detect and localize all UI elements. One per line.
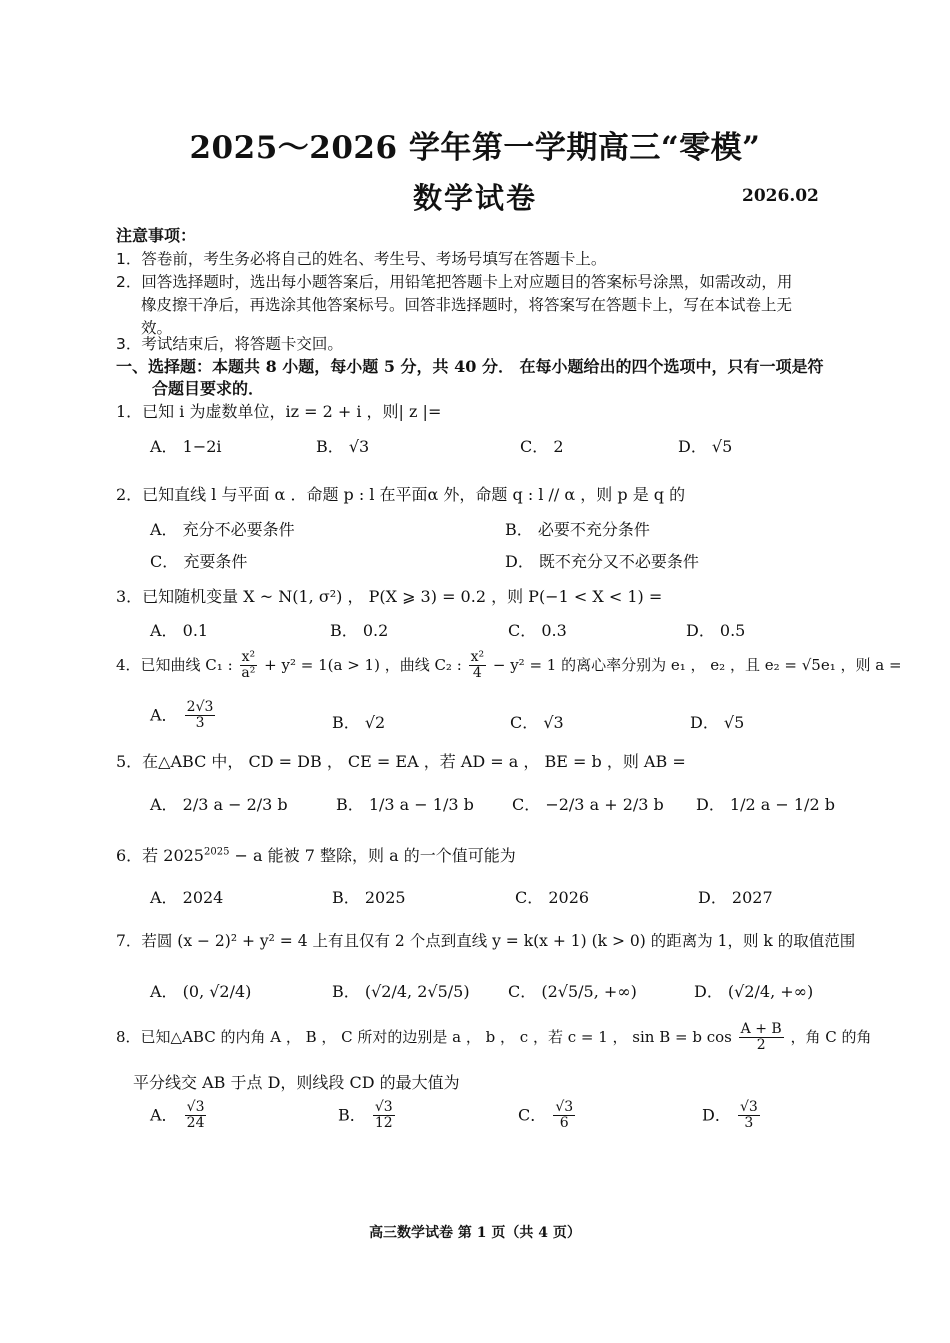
section-heading-cont: 合题目要求的． [152, 379, 265, 398]
notice-item-2: 2．回答选择题时，选出每小题答案后，用铅笔把答题卡上对应题目的答案标号涂黑，如需改动，用 [116, 273, 793, 291]
question-4-stem [116, 650, 902, 682]
q3-option-c: C． 0.3 [508, 621, 567, 640]
question-2-stem: 2．已知直线 l 与平面 α ．命题 p : l 在平面α 外，命题 q : l // α ，则 p 是 q 的 [116, 485, 686, 504]
q8-option-d-den: 3 [744, 1115, 754, 1132]
q4-option-c: C． √3 [510, 713, 564, 732]
q8-stem-part-a: 8．已知△ABC 的内角 A ， B ， C 所对的边别是 a ， b ， c ，若 c = 1 ， sin B = b cos [116, 1027, 732, 1046]
q4-option-a-den: 3 [195, 715, 205, 732]
q8-option-d-label: D． [702, 1105, 731, 1125]
question-5-stem: 5．在△ABC 中， CD = DB ， CE = EA ，若 AD = a ， BE = b ，则 AB = [116, 752, 686, 771]
q6-option-b: B． 2025 [332, 888, 406, 907]
q1-option-a: A． 1−2i [150, 437, 222, 456]
q8-option-a [150, 1100, 208, 1132]
q8-option-c-den: 6 [559, 1115, 569, 1132]
q8-stem-fraction [739, 1022, 784, 1054]
notice-item-2-end: 效。 [141, 319, 173, 337]
q7-option-b: B． (√2/4, 2√5/5) [332, 982, 470, 1001]
q4-option-a-num: 2√3 [186, 699, 214, 715]
q2-option-d: D． 既不充分又不必要条件 [505, 552, 699, 571]
q8-stem-part-b: ，角 C 的角 [790, 1027, 872, 1046]
q8-option-b-label: B． [338, 1105, 366, 1125]
notice-title: 注意事项： [116, 226, 197, 245]
q4-option-a-fraction [185, 700, 216, 732]
q8-option-b-fraction [373, 1100, 395, 1132]
q4-stem-part-a: 4．已知曲线 C₁ : [116, 655, 233, 674]
q4-stem-part-b: + y² = 1(a > 1) ，曲线 C₂ : [264, 655, 462, 674]
page-footer: 高三数学试卷 第 1 页（共 4 页） [369, 1225, 581, 1241]
q4-frac1-num: x² [241, 649, 256, 665]
question-6-stem [116, 843, 516, 866]
q6-option-c: C． 2026 [515, 888, 590, 907]
q8-option-d [702, 1100, 762, 1132]
q8-option-a-fraction [185, 1100, 207, 1132]
q2-option-a: A． 充分不必要条件 [150, 520, 295, 539]
q4-fraction-2 [469, 650, 487, 682]
q5-option-d: D． 1/2 a − 1/2 b [696, 795, 835, 814]
question-8-stem [116, 1022, 871, 1054]
q1-option-c: C． 2 [520, 437, 564, 456]
q4-option-d: D． √5 [690, 713, 745, 732]
q8-option-c-num: √3 [555, 1099, 574, 1115]
q8-option-a-num: √3 [186, 1099, 205, 1115]
q5-option-a: A． 2/3 a − 2/3 b [150, 795, 288, 814]
q8-option-d-fraction [738, 1100, 760, 1132]
q6-stem-part-b: − a 能被 7 整除，则 a 的一个值可能为 [229, 846, 516, 865]
notice-item-2-cont: 橡皮擦干净后，再选涂其他答案标号。回答非选择题时，将答案写在答题卡上，写在本试卷上无 [141, 296, 793, 314]
q3-option-d: D． 0.5 [686, 621, 746, 640]
q4-option-a [150, 700, 217, 732]
section-heading: 一、选择题：本题共 8 小题，每小题 5 分，共 40 分． 在每小题给出的四个选项中，只有一项是符 [116, 357, 824, 376]
q8-option-b [338, 1100, 397, 1132]
exam-date: 2026.02 [742, 186, 819, 206]
q8-option-b-num: √3 [374, 1099, 393, 1115]
question-1-stem: 1．已知 i 为虚数单位，iz = 2 + i ，则| z |= [116, 402, 442, 421]
notice-item-1: 1．答卷前，考生务必将自己的姓名、考生号、考场号填写在答题卡上。 [116, 250, 607, 268]
q4-fraction-1 [239, 650, 257, 682]
question-8-stem-line2: 平分线交 AB 于点 D，则线段 CD 的最大值为 [133, 1073, 460, 1092]
q4-frac1-den: a² [241, 665, 256, 682]
exam-subtitle: 数学试卷 [412, 181, 537, 215]
q3-option-b: B． 0.2 [330, 621, 389, 640]
q8-option-a-den: 24 [186, 1115, 205, 1132]
q8-stem-frac-den: 2 [756, 1037, 766, 1054]
q8-option-c [518, 1100, 577, 1132]
q8-option-c-label: C． [518, 1105, 547, 1125]
q1-option-b: B． √3 [316, 437, 370, 456]
q7-option-c: C． (2√5/5, +∞) [508, 982, 637, 1001]
q7-option-d: D． (√2/4, +∞) [694, 982, 814, 1001]
q8-option-d-num: √3 [739, 1099, 758, 1115]
q2-option-b: B． 必要不充分条件 [505, 520, 650, 539]
q6-option-a: A． 2024 [150, 888, 224, 907]
q4-option-a-label: A． [150, 705, 178, 725]
q4-frac2-den: 4 [472, 665, 482, 682]
q4-option-b: B． √2 [332, 713, 386, 732]
q7-option-a: A． (0, √2/4) [150, 982, 252, 1001]
q5-option-c: C． −2/3 a + 2/3 b [512, 795, 664, 814]
q5-option-b: B． 1/3 a − 1/3 b [336, 795, 474, 814]
question-7-stem: 7．若圆 (x − 2)² + y² = 4 上有且仅有 2 个点到直线 y = k(x + 1) (k > 0) 的距离为 1，则 k 的取值范围 [116, 932, 856, 950]
q2-option-c: C． 充要条件 [150, 552, 248, 571]
q6-option-d: D． 2027 [698, 888, 773, 907]
q8-option-c-fraction [553, 1100, 575, 1132]
notice-item-3: 3．考试结束后，将答题卡交回。 [116, 335, 343, 353]
q4-frac2-num: x² [470, 649, 485, 665]
question-3-stem: 3．已知随机变量 X ~ N(1, σ²) ， P(X ⩾ 3) = 0.2 ，则 P(−1 < X < 1) = [116, 587, 663, 606]
q3-option-a: A． 0.1 [150, 621, 209, 640]
q8-stem-frac-num: A + B [740, 1021, 782, 1037]
q8-option-b-den: 12 [374, 1115, 393, 1132]
q8-option-a-label: A． [150, 1105, 178, 1125]
exam-title: 2025～2026 学年第一学期高三“零模” [189, 130, 761, 166]
q6-stem-part-a: 6．若 2025 [116, 846, 204, 865]
q6-exponent: 2025 [204, 846, 230, 858]
q4-stem-part-c: − y² = 1 的离心率分别为 e₁ ， e₂ ，且 e₂ = √5e₁ ，则 a = [492, 655, 902, 674]
q1-option-d: D． √5 [678, 437, 733, 456]
